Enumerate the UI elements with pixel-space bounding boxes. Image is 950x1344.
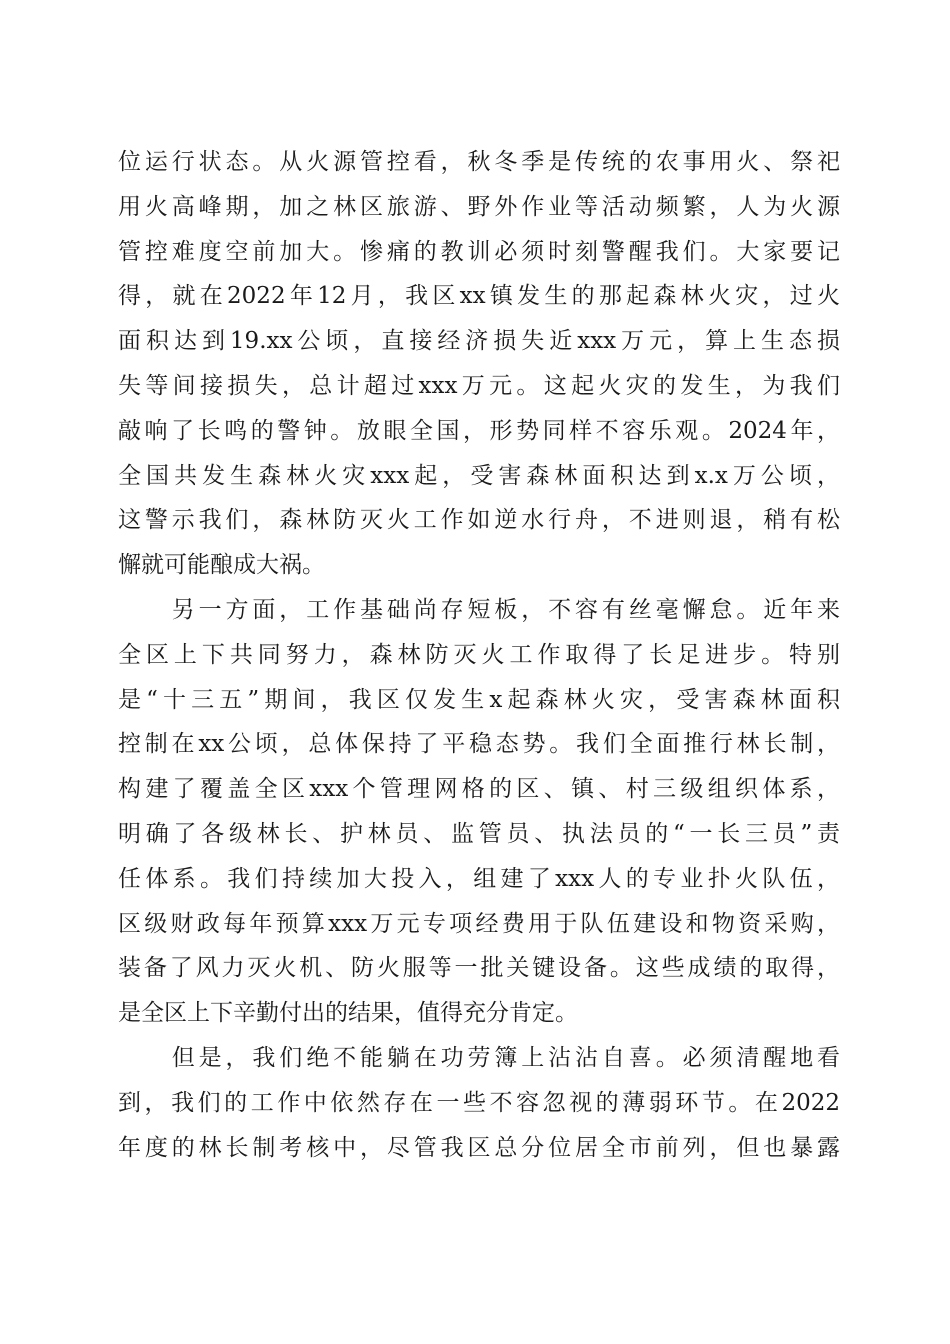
text-line: 任体系。我们持续加大投入，组建了xxx人的专业扑火队伍， xyxy=(118,865,840,892)
text-line: 是全区上下辛勤付出的结果，值得充分肯定。 xyxy=(118,1000,578,1027)
text-line: 管控难度空前加大。惨痛的教训必须时刻警醒我们。大家要记 xyxy=(118,238,840,265)
text-line: 到，我们的工作中依然存在一些不容忽视的薄弱环节。在2022 xyxy=(118,1089,840,1116)
text-line: 用火高峰期，加之林区旅游、野外作业等活动频繁，人为火源 xyxy=(118,193,840,220)
text-line: 敲响了长鸣的警钟。放眼全国，形势同样不容乐观。2024年， xyxy=(118,417,840,444)
text-line: 这警示我们，森林防灭火工作如逆水行舟，不进则退，稍有松 xyxy=(118,507,840,534)
text-line: 但是，我们绝不能躺在功劳簿上沾沾自喜。必须清醒地看 xyxy=(118,1044,840,1071)
text-line: 是“十三五”期间，我区仅发生x起森林火灾，受害森林面积 xyxy=(118,686,840,713)
text-line: 失等间接损失，总计超过xxx万元。这起火灾的发生，为我们 xyxy=(118,372,840,399)
text-line: 得，就在2022年12月，我区xx镇发生的那起森林火灾，过火 xyxy=(118,283,840,310)
text-line: 明确了各级林长、护林员、监管员、执法员的“一长三员”责 xyxy=(118,820,840,847)
text-line: 装备了风力灭火机、防火服等一批关键设备。这些成绩的取得， xyxy=(118,955,840,982)
text-line: 位运行状态。从火源管控看，秋冬季是传统的农事用火、祭祀 xyxy=(118,149,840,175)
text-line: 年度的林长制考核中，尽管我区总分位居全市前列，但也暴露 xyxy=(118,1134,840,1161)
document-body xyxy=(118,140,840,1170)
text-line: 另一方面，工作基础尚存短板，不容有丝毫懈怠。近年来 xyxy=(118,596,840,623)
text-line: 面积达到19.xx公顷，直接经济损失近xxx万元，算上生态损 xyxy=(118,328,840,355)
text-line: 全国共发生森林火灾xxx起，受害森林面积达到x.x万公顷， xyxy=(118,462,840,489)
paragraph-2 xyxy=(118,588,840,1036)
text-line: 全区上下共同努力，森林防灭火工作取得了长足进步。特别 xyxy=(118,641,840,668)
text-line: 构建了覆盖全区xxx个管理网格的区、镇、村三级组织体系， xyxy=(118,776,840,803)
text-line: 控制在xx公顷，总体保持了平稳态势。我们全面推行林长制， xyxy=(118,731,840,758)
text-line: 懈就可能酿成大祸。 xyxy=(118,552,325,579)
paragraph-1 xyxy=(118,140,840,588)
paragraph-3 xyxy=(118,1036,840,1170)
text-line: 区级财政每年预算xxx万元专项经费用于队伍建设和物资采购， xyxy=(118,910,840,937)
